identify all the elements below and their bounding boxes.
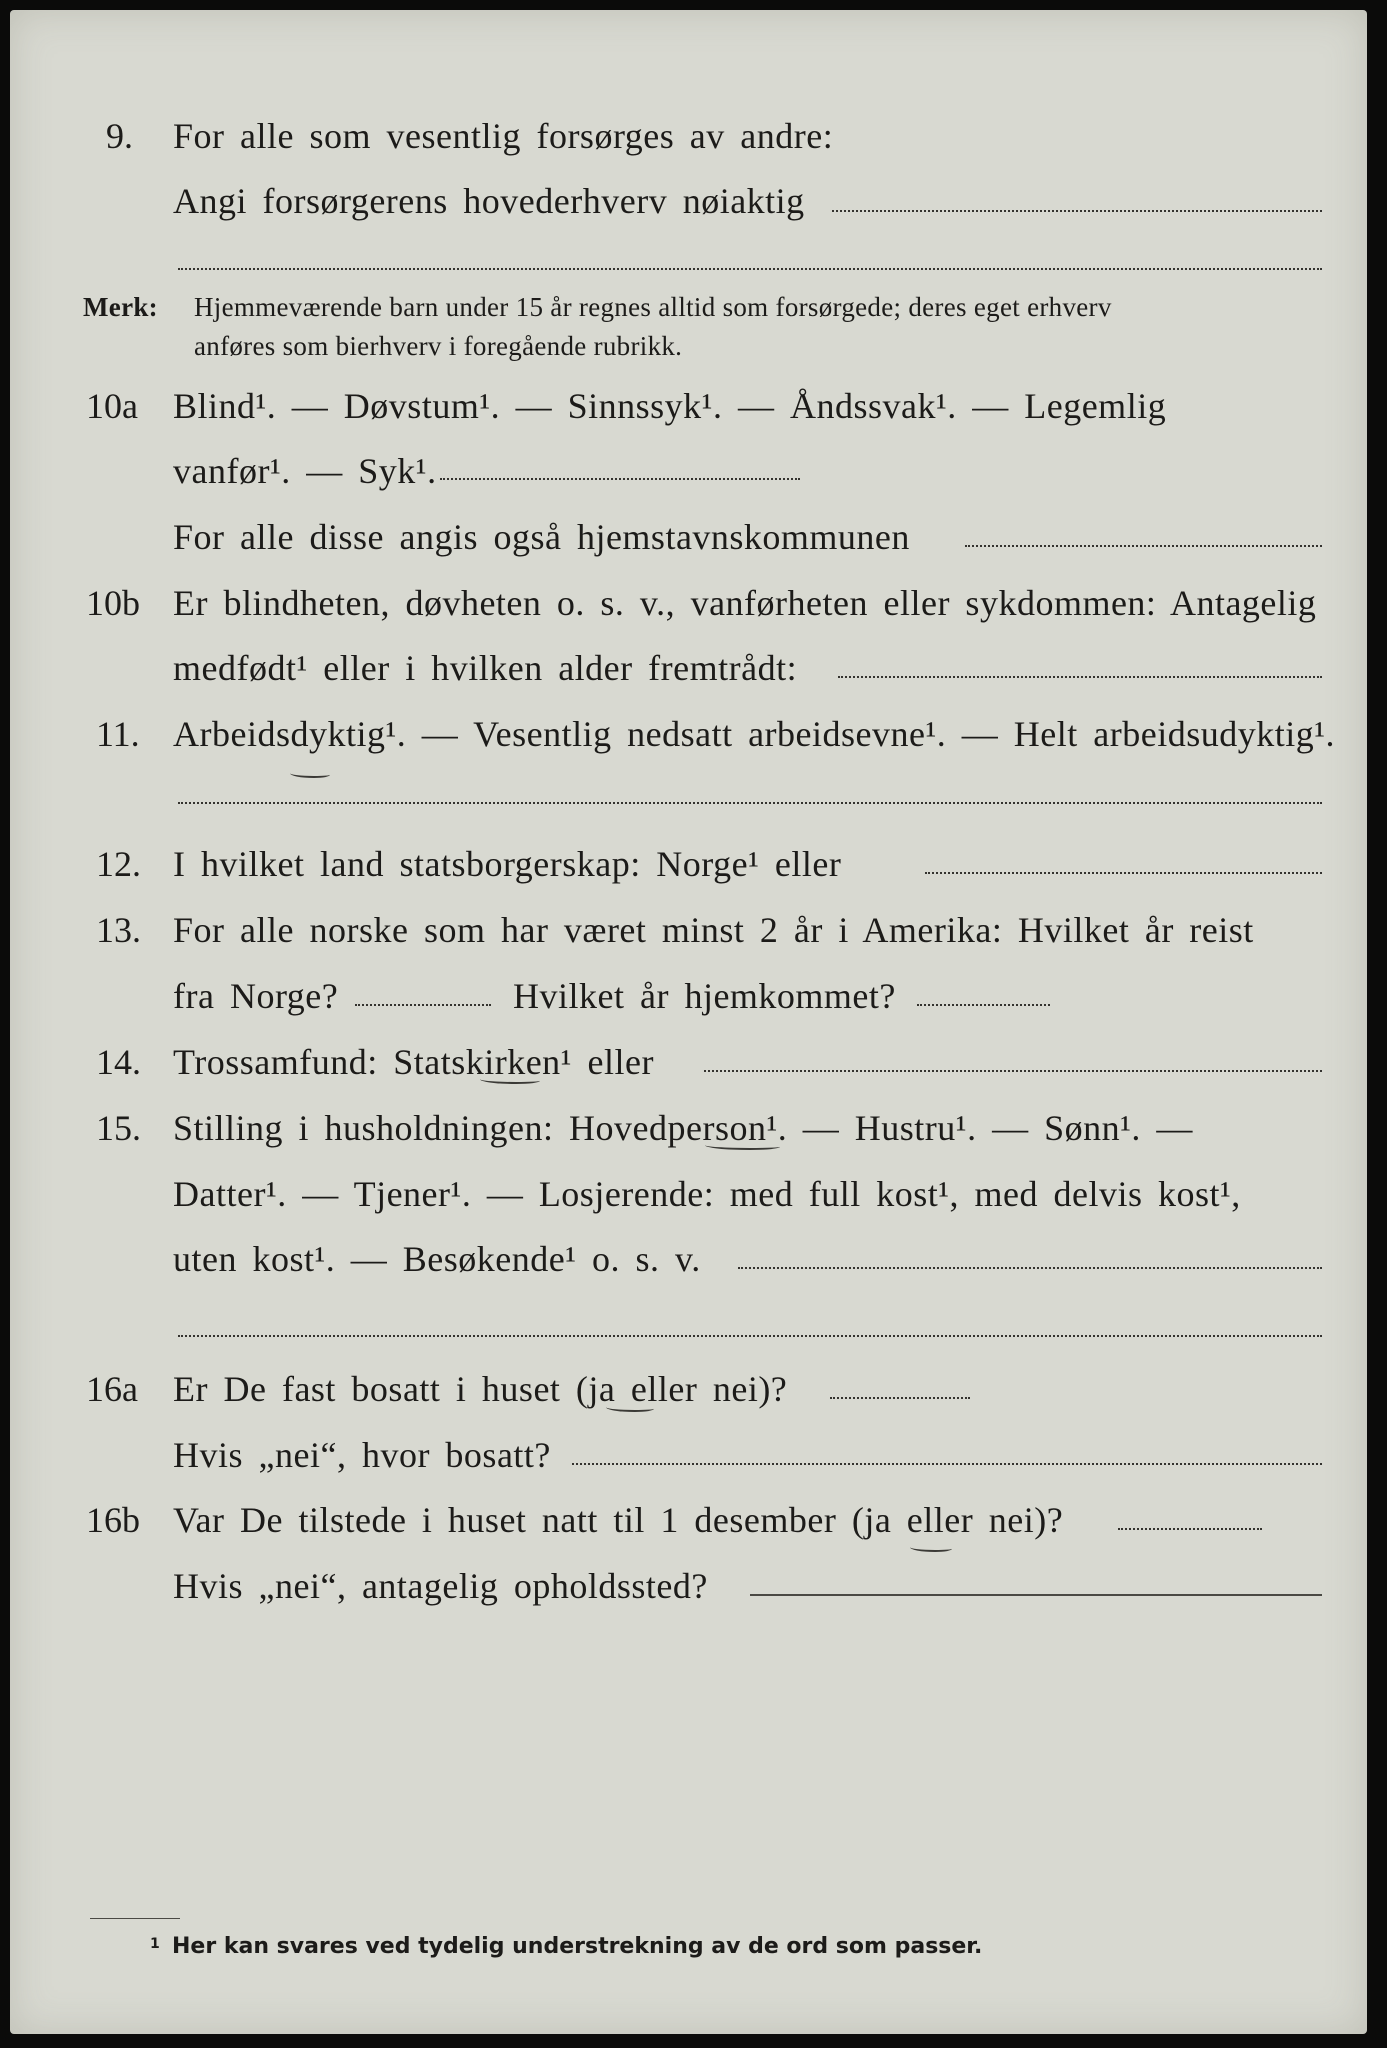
q10b-question: Er blindheten, døvheten o. s. v., vanførheten eller sykdommen: Antagelig	[173, 583, 1317, 623]
q10a-hometown-prompt: For alle disse angis også hjemstavnskommunen	[173, 517, 910, 557]
q9-instruction: Angi forsørgerens hovederhverv nøiaktig	[173, 181, 805, 221]
q10a-number: 10a	[86, 386, 138, 426]
q11-options: Arbeidsdyktig¹. — Vesentlig nedsatt arbeidsevne¹. — Helt arbeidsudyktig¹.	[173, 714, 1336, 754]
q16b-number: 16b	[86, 1500, 140, 1540]
q13-return-prompt: Hvilket år hjemkommet?	[513, 976, 896, 1016]
census-form-page	[10, 10, 1367, 2034]
q15-number: 15.	[96, 1108, 141, 1148]
q13-return-field[interactable]	[917, 1004, 1050, 1006]
q16b-followup: Hvis „nei“, antagelig opholdssted?	[173, 1566, 708, 1606]
q10b-number: 10b	[86, 583, 140, 623]
q13-number: 13.	[96, 910, 141, 950]
footnote-separator	[90, 1918, 180, 1919]
q13-question: For alle norske som har været minst 2 år i Amerika: Hvilket år reist	[173, 910, 1254, 950]
q12-question: I hvilket land statsborgerskap: Norge¹ eller	[173, 844, 842, 884]
q10b-question-2: medfødt¹ eller i hvilken alder fremtrådt:	[173, 648, 798, 688]
q15-options-2: Datter¹. — Tjener¹. — Losjerende: med full kost¹, med delvis kost¹,	[173, 1174, 1241, 1214]
footnote-marker: 1	[150, 1936, 160, 1952]
q15-options-3: uten kost¹. — Besøkende¹ o. s. v.	[173, 1239, 701, 1279]
q14-number: 14.	[96, 1042, 141, 1082]
q16a-followup: Hvis „nei“, hvor bosatt?	[173, 1435, 551, 1475]
q11-pencil-mark	[290, 770, 330, 778]
q16b-answer-field[interactable]	[1118, 1528, 1262, 1530]
q12-answer-field[interactable]	[925, 872, 1322, 874]
q16a-question: Er De fast bosatt i huset (ja eller nei)?	[173, 1369, 788, 1409]
q11-answer-field[interactable]	[178, 802, 1322, 804]
q14-question: Trossamfund: Statskirken¹ eller	[173, 1042, 654, 1082]
merk-label: Merk:	[83, 292, 158, 322]
q11-number: 11.	[96, 714, 140, 754]
merk-note-line2: anføres som bierhverv i foregående rubrikk.	[194, 331, 683, 361]
q16a-number: 16a	[86, 1369, 138, 1409]
q14-answer-field[interactable]	[704, 1070, 1322, 1072]
q15-answer-field[interactable]	[738, 1267, 1322, 1269]
q16a-answer-field[interactable]	[830, 1397, 970, 1399]
q13-departure-prompt: fra Norge?	[173, 976, 339, 1016]
q16b-question: Var De tilstede i huset natt til 1 desember (ja eller nei)?	[173, 1500, 1064, 1540]
q10b-answer-field[interactable]	[838, 676, 1322, 678]
q10a-hometown-field[interactable]	[965, 545, 1322, 547]
q9-question: For alle som vesentlig forsørges av andre:	[173, 116, 834, 156]
merk-note-line1: Hjemmeværende barn under 15 år regnes alltid som forsørgede; deres eget erhverv	[194, 292, 1112, 322]
q12-number: 12.	[96, 844, 141, 884]
q9-number: 9.	[106, 116, 133, 156]
q16b-location-field[interactable]	[750, 1594, 1322, 1596]
q10a-answer-field[interactable]	[440, 478, 800, 480]
q16b-pencil-mark	[910, 1544, 952, 1552]
q13-departure-field[interactable]	[355, 1004, 491, 1006]
q9-answer-field[interactable]	[832, 210, 1322, 212]
footnote-text: Her kan svares ved tydelig understrekning av de ord som passer.	[172, 1934, 983, 1959]
q9-answer-field-2[interactable]	[178, 268, 1322, 270]
q15-options: Stilling i husholdningen: Hovedperson¹. — Hustru¹. — Sønn¹. —	[173, 1108, 1193, 1148]
q10a-options: Blind¹. — Døvstum¹. — Sinnssyk¹. — Åndssvak¹. — Legemlig	[173, 386, 1167, 426]
q16a-location-field[interactable]	[572, 1463, 1322, 1465]
q10a-options-2: vanfør¹. — Syk¹.	[173, 451, 437, 491]
q15-answer-field-2[interactable]	[178, 1335, 1322, 1337]
